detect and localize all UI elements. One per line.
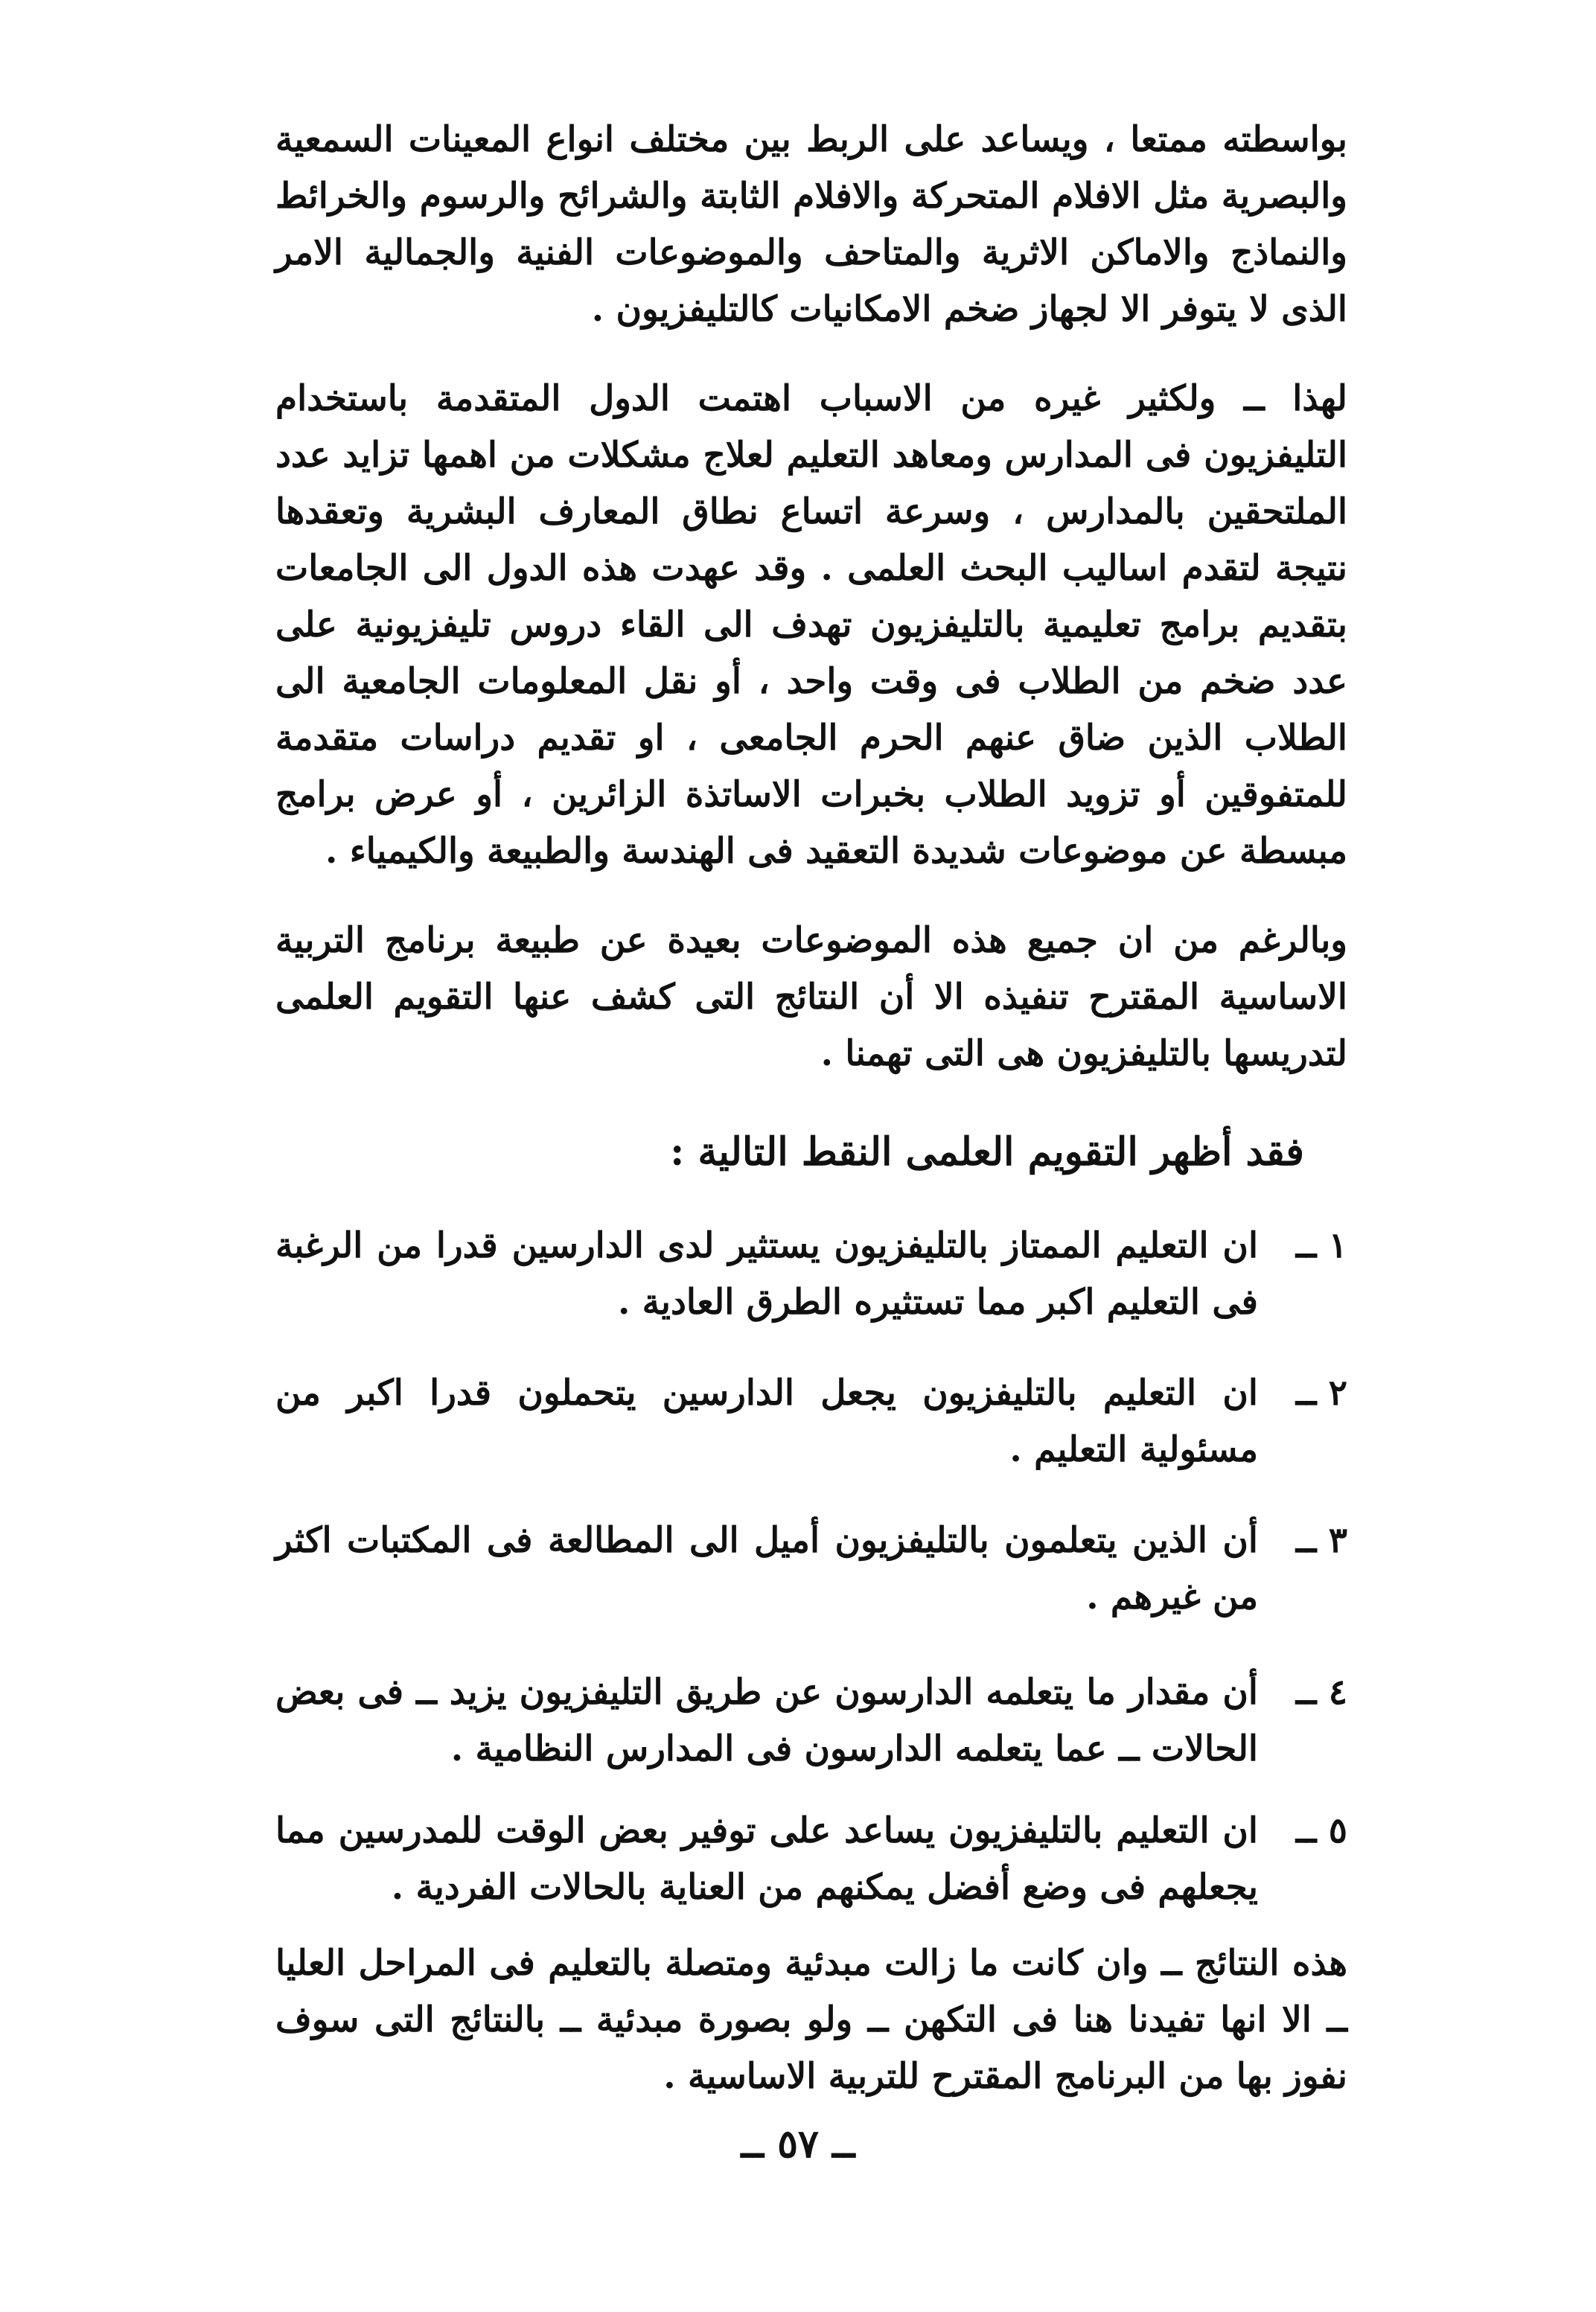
intro-text: بواسطته ممتعا ، ويساعد على الربط بين مختلف انواع المعينات السمعية والبصرية مثل الافلام المتحركة والافلام الثابتة والشرائح والرسوم والخرائط والنماذج والاماكن الاثرية والمتاحف والموضوعات الفنية والجمالية الامر الذى لا يتوفر الا لجهاز ضخم الامكانيات كالتليفزيون . [275,119,1347,330]
finding-number: ١ ــ [1295,1225,1347,1266]
finding-item-2 [275,1365,1347,1478]
finding-item-1 [275,1218,1347,1331]
conclusion-text: هذه النتائج ــ وان كانت ما زالت مبدئية ومتصلة بالتعليم فى المراحل العليا ــ الا انها تفيدنا هنا فى التكهن ــ ولو بصورة مبدئية ــ بالنتائج التى سوف نفوز بها من البرنامج المقترح للتربية الاساسية . [275,1943,1347,2097]
second-paragraph [275,371,1347,880]
finding-text: ان التعليم بالتليفزيون يجعل الدارسين يتحملون قدرا اكبر من مسئولية التعليم . [275,1373,1258,1470]
page-number: ــ ٥٧ ــ [741,2121,855,2167]
finding-number: ٥ ــ [1295,1810,1347,1851]
finding-text: أن الذين يتعلمون بالتليفزيون أميل الى المطالعة فى المكتبات اكثر من غيرهم . [275,1520,1258,1618]
finding-text: أن مقدار ما يتعلمه الدارسون عن طريق التليفزيون يزيد ــ فى بعض الحالات ــ عما يتعلمه الدارسون فى المدارس النظامية . [275,1672,1258,1769]
third-paragraph [275,913,1347,1082]
third-text: وبالرغم من ان جميع هذه الموضوعات بعيدة عن طبيعة برنامج التربية الاساسية المقترح تنفيذه الا أن النتائج التى كشف عنها التقويم العلمى لتدريسها بالتليفزيون هى التى تهمنا . [275,920,1347,1074]
finding-number: ٤ ــ [1295,1672,1347,1713]
intro-paragraph [275,112,1347,338]
finding-text: ان التعليم الممتاز بالتليفزيون يستثير لدى الدارسين قدرا من الرغبة فى التعليم اكبر مما تستثيره الطرق العادية . [275,1225,1258,1323]
finding-number: ٣ ــ [1295,1520,1347,1561]
finding-text: ان التعليم بالتليفزيون يساعد على توفير بعض الوقت للمدرسين مما يجعلهم فى وضع أفضل يمكنهم من العناية بالحالات الفردية . [275,1810,1258,1908]
finding-number: ٢ ــ [1295,1373,1347,1414]
findings-heading: فقد أظهر التقويم العلمى النقط التالية : [670,1129,1304,1175]
finding-item-3 [275,1513,1347,1626]
conclusion-paragraph [275,1935,1347,2105]
second-text: لهذا ــ ولكثير غيره من الاسباب اهتمت الدول المتقدمة باستخدام التليفزيون فى المدارس ومعاهد التعليم لعلاج مشكلات من اهمها تزايد عدد الملتحقين بالمدارس ، وسرعة اتساع نطاق المعارف البشرية وتعقدها نتيجة لتقدم اساليب البحث العلمى . وقد عهدت هذه الدول الى الجامعات بتقديم برامج تعليمية بالتليفزيون تهدف الى القاء دروس تليفزيونية على عدد ضخم من الطلاب فى وقت واحد ، أو نقل المعلومات الجامعية الى الطلاب الذين ضاق عنهم الحرم الجامعى ، او تقديم دراسات متقدمة للمتفوقين أو تزويد الطلاب بخبرات الاساتذة الزائرين ، أو عرض برامج مبسطة عن موضوعات شديدة التعقيد فى الهندسة والطبيعة والكيمياء . [275,378,1347,872]
finding-item-4 [275,1664,1347,1778]
finding-item-5 [275,1803,1347,1916]
